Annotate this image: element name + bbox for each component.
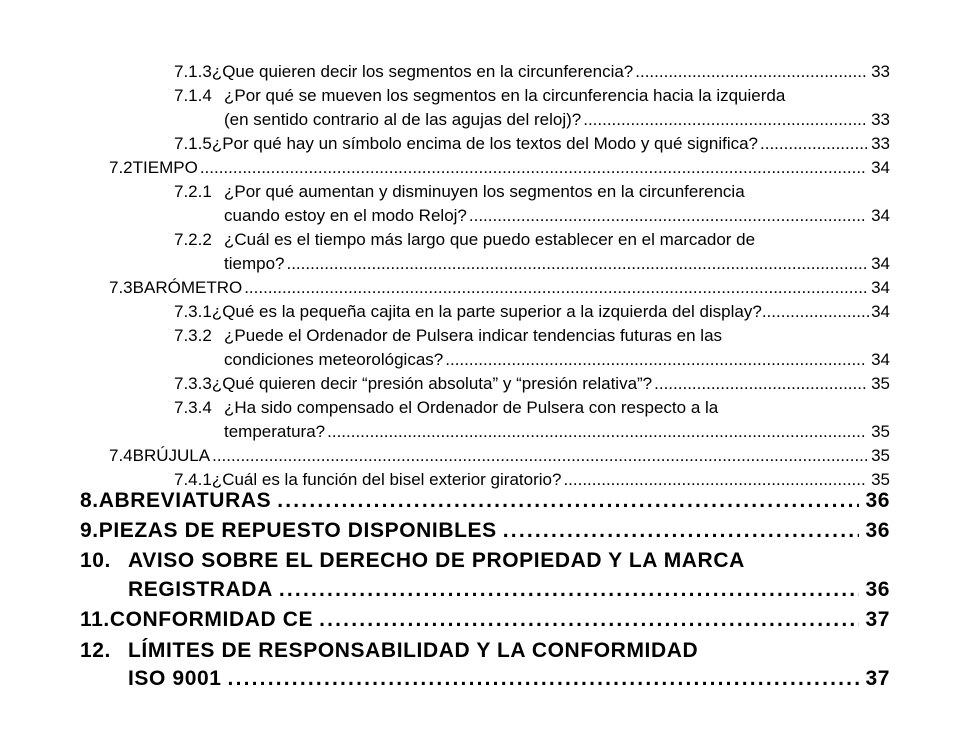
entry-number: 7.3.1 bbox=[174, 302, 212, 321]
dot-leader bbox=[583, 108, 867, 132]
entry-number: 7.1.4 bbox=[174, 86, 212, 105]
entry-page: 34 bbox=[871, 278, 890, 297]
toc-entry-7-1-4-cont[interactable] bbox=[224, 108, 890, 132]
entry-page: 34 bbox=[871, 254, 890, 273]
entry-title-line1: ¿Puede el Ordenador de Pulsera indicar tendencias futuras en las bbox=[224, 326, 723, 345]
entry-title-line1: ¿Por qué aumentan y disminuyen los segmentos en la circunferencia bbox=[224, 182, 745, 201]
dot-leader bbox=[760, 132, 867, 156]
entry-page: 35 bbox=[871, 446, 890, 465]
entry-page: 33 bbox=[871, 62, 890, 81]
section-page: 37 bbox=[865, 608, 890, 631]
toc-entry-7-3-4[interactable] bbox=[174, 396, 890, 420]
entry-number: 7.1.3 bbox=[174, 62, 212, 81]
entry-number: 7.2.1 bbox=[174, 182, 212, 201]
entry-title: ¿Qué es la pequeña cajita en la parte superior a la izquierda del display? bbox=[211, 302, 762, 321]
dot-leader bbox=[286, 252, 867, 276]
entry-number: 7.3 bbox=[109, 278, 133, 297]
toc-entry-7-2-2[interactable] bbox=[174, 228, 890, 252]
entry-title-line2: condiciones meteorológicas? bbox=[224, 350, 444, 369]
entry-title-line1: ¿Cuál es el tiempo más largo que puedo establecer en el marcador de bbox=[224, 230, 756, 249]
entry-title: BARÓMETRO bbox=[132, 278, 243, 297]
entry-number: 7.3.4 bbox=[174, 398, 212, 417]
toc-section-10-cont[interactable] bbox=[128, 575, 890, 605]
entry-title-line2: tiempo? bbox=[224, 254, 285, 273]
toc-entry-7-2[interactable] bbox=[109, 156, 890, 180]
toc-section-11[interactable] bbox=[80, 605, 890, 635]
toc-entry-7-2-2-cont[interactable] bbox=[224, 252, 890, 276]
entry-number: 7.2.2 bbox=[174, 230, 212, 249]
toc-entry-7-3-3[interactable] bbox=[174, 372, 890, 396]
entry-page: 34 bbox=[871, 302, 890, 321]
entry-page: 33 bbox=[871, 110, 890, 129]
dot-leader bbox=[279, 575, 860, 605]
dot-leader bbox=[635, 60, 867, 84]
entry-number: 7.4 bbox=[109, 446, 133, 465]
section-title: CONFORMIDAD CE bbox=[109, 608, 314, 631]
entry-page: 35 bbox=[871, 470, 890, 489]
dot-leader bbox=[327, 420, 867, 444]
toc-entry-7-1-4[interactable] bbox=[174, 84, 890, 108]
section-page: 36 bbox=[865, 489, 890, 512]
entry-title: ¿Cuál es la función del bisel exterior giratorio? bbox=[211, 470, 562, 489]
section-page: 37 bbox=[865, 667, 890, 690]
section-number: 10. bbox=[80, 549, 111, 572]
entry-page: 33 bbox=[871, 134, 890, 153]
toc-entry-7-3-2-cont[interactable] bbox=[224, 348, 890, 372]
toc-section-12[interactable] bbox=[80, 636, 890, 666]
section-title-line1: AVISO SOBRE EL DERECHO DE PROPIEDAD Y LA MARCA bbox=[128, 549, 745, 572]
toc-entry-7-3-1[interactable] bbox=[174, 300, 890, 324]
toc-entry-7-3-4-cont[interactable] bbox=[224, 420, 890, 444]
toc-section-10[interactable] bbox=[80, 546, 890, 576]
toc-entry-7-1-5[interactable] bbox=[174, 132, 890, 156]
entry-number: 7.4.1 bbox=[174, 470, 212, 489]
entry-title: TIEMPO bbox=[132, 158, 198, 177]
entry-page: 34 bbox=[871, 350, 890, 369]
section-title: ABREVIATURAS bbox=[98, 489, 272, 512]
toc-entry-7-2-1[interactable] bbox=[174, 180, 890, 204]
entry-title-line2: temperatura? bbox=[224, 422, 326, 441]
entry-title-line1: ¿Por qué se mueven los segmentos en la circunferencia hacia la izquierda bbox=[224, 86, 786, 105]
toc-section-12-cont[interactable] bbox=[128, 664, 890, 694]
entry-page: 35 bbox=[871, 422, 890, 441]
entry-title: BRÚJULA bbox=[132, 446, 211, 465]
entry-number: 7.3.2 bbox=[174, 326, 212, 345]
toc-entry-7-1-3[interactable] bbox=[174, 60, 890, 84]
entry-title-line1: ¿Ha sido compensado el Ordenador de Pulsera con respecto a la bbox=[224, 398, 719, 417]
entry-title-line2: (en sentido contrario al de las agujas del reloj)? bbox=[224, 110, 582, 129]
entry-page: 34 bbox=[871, 206, 890, 225]
section-number: 8. bbox=[80, 489, 99, 512]
dot-leader bbox=[445, 348, 867, 372]
entry-number: 7.2 bbox=[109, 158, 133, 177]
toc-section-9[interactable] bbox=[80, 516, 890, 546]
section-title-line1: LÍMITES DE RESPONSABILIDAD Y LA CONFORMIDAD bbox=[128, 639, 699, 662]
dot-leader bbox=[277, 486, 859, 516]
dot-leader bbox=[200, 156, 867, 180]
entry-page: 35 bbox=[871, 374, 890, 393]
toc-entry-7-3-2[interactable] bbox=[174, 324, 890, 348]
entry-number: 7.1.5 bbox=[174, 134, 212, 153]
section-number: 9. bbox=[80, 519, 99, 542]
dot-leader bbox=[212, 444, 867, 468]
dot-leader bbox=[228, 664, 860, 694]
dot-leader bbox=[319, 605, 859, 635]
section-page: 36 bbox=[865, 519, 890, 542]
entry-number: 7.3.3 bbox=[174, 374, 212, 393]
toc-entry-7-4[interactable] bbox=[109, 444, 890, 468]
entry-title-line2: cuando estoy en el modo Reloj? bbox=[224, 206, 467, 225]
dot-leader bbox=[244, 276, 867, 300]
section-title-line2: ISO 9001 bbox=[128, 667, 222, 690]
section-number: 11. bbox=[80, 608, 110, 631]
dot-leader bbox=[503, 516, 860, 546]
toc-section-8[interactable] bbox=[80, 486, 890, 516]
dot-leader bbox=[654, 372, 867, 396]
section-page: 36 bbox=[865, 578, 890, 601]
toc-entry-7-2-1-cont[interactable] bbox=[224, 204, 890, 228]
entry-page: 34 bbox=[871, 158, 890, 177]
toc-entry-7-3[interactable] bbox=[109, 276, 890, 300]
dot-leader bbox=[469, 204, 867, 228]
entry-title: ¿Qué quieren decir “presión absoluta” y “presión relativa”? bbox=[211, 374, 653, 393]
entry-title: ¿Que quieren decir los segmentos en la circunferencia? bbox=[211, 62, 634, 81]
section-number: 12. bbox=[80, 639, 111, 662]
dot-leader bbox=[762, 300, 869, 324]
section-title: PIEZAS DE REPUESTO DISPONIBLES bbox=[98, 519, 497, 542]
entry-title: ¿Por qué hay un símbolo encima de los textos del Modo y qué significa? bbox=[211, 134, 759, 153]
section-title-line2: REGISTRADA bbox=[128, 578, 273, 601]
